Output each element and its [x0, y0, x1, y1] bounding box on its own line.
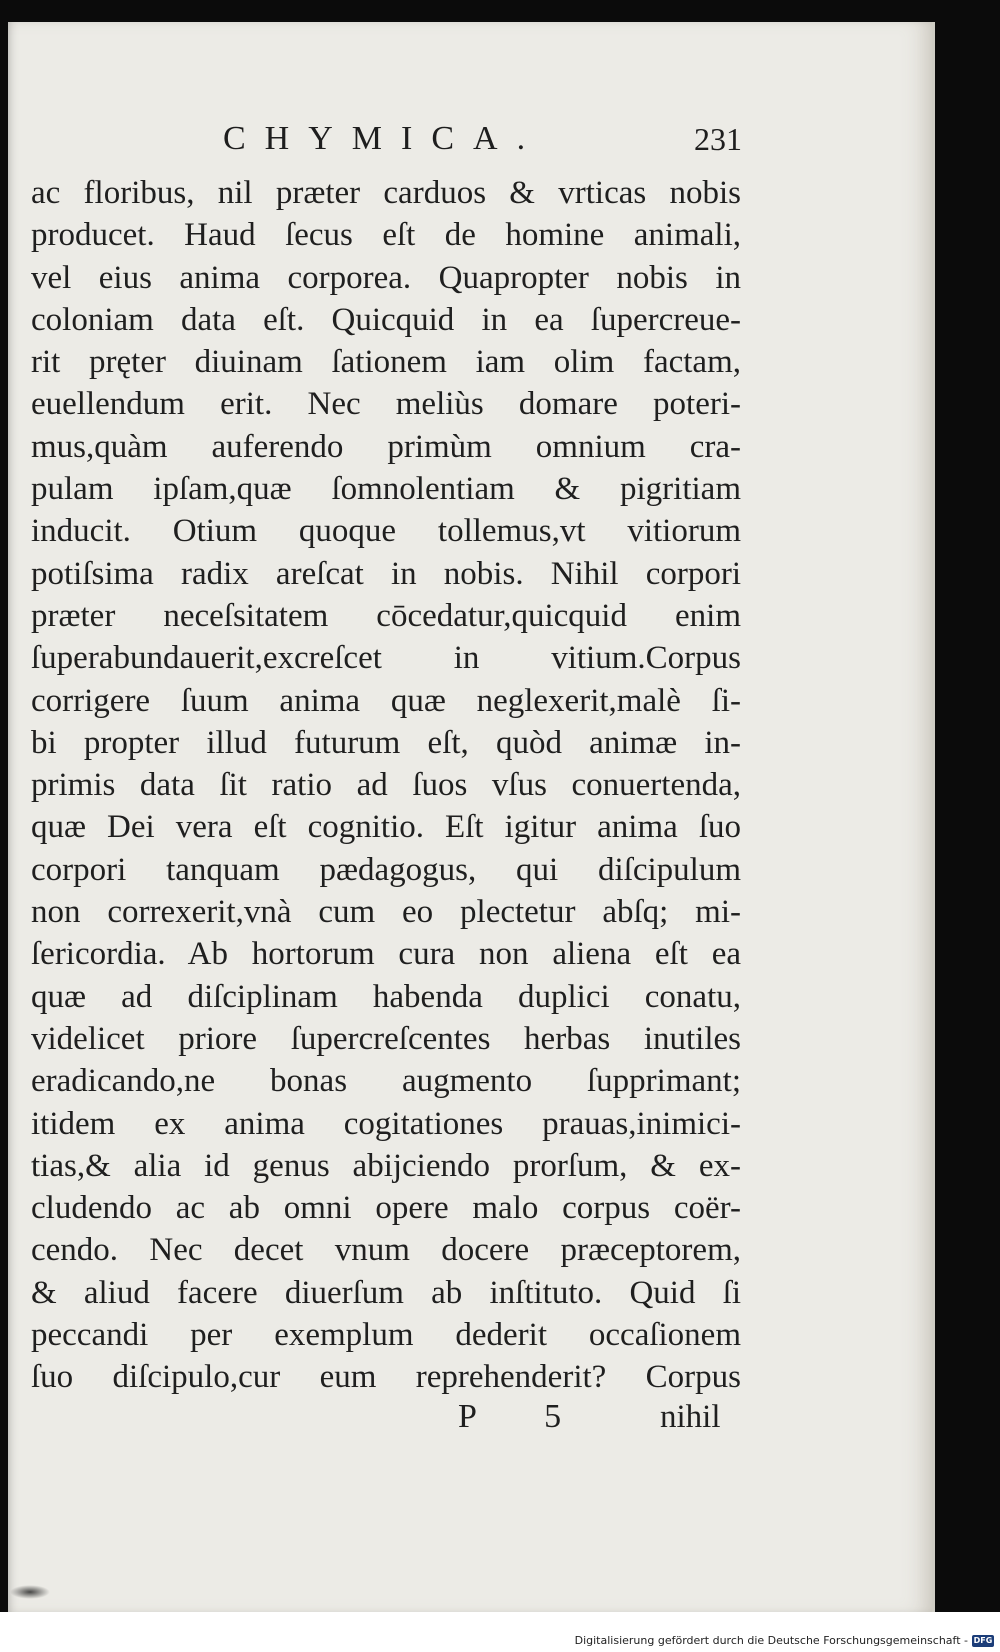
text-line: quæ ad diſciplinam habenda duplici conatu,: [31, 978, 741, 1015]
text-line: corpori tanquam pædagogus, qui diſcipulum: [31, 851, 741, 888]
page-number: 231: [694, 121, 742, 157]
text-line: primis data ſit ratio ad ſuos vſus conuertenda,: [31, 767, 741, 804]
text-line: & aliud facere diuerſum ab inſtituto. Quid ſi: [31, 1274, 741, 1311]
text-line: rit pręter diuinam ſationem iam olim factam,: [31, 344, 741, 381]
text-line: non correxerit,vnà cum eo plectetur abſq; mi-: [31, 894, 741, 931]
text-line: eradicando,ne bonas augmento ſupprimant;: [31, 1063, 741, 1100]
text-line: euellendum erit. Nec meliùs domare poteri-: [31, 386, 741, 423]
text-line: cludendo ac ab omni opere malo corpus coër-: [31, 1190, 741, 1227]
text-line: inducit. Otium quoque tollemus,vt vitiorum: [31, 513, 741, 550]
signature-mark: P 5: [458, 1398, 592, 1435]
text-line: itidem ex anima cogitationes prauas,inimici-: [31, 1105, 741, 1142]
digitization-credit-bar: [0, 1612, 1000, 1652]
page-footer: [8, 1392, 932, 1442]
text-line: bi propter illud futurum eſt, quòd animæ in-: [31, 724, 741, 761]
text-line: ſuperabundauerit,excreſcet in vitium.Corpus: [31, 640, 741, 677]
text-line: quæ Dei vera eſt cognitio. Eſt igitur anima ſuo: [31, 809, 741, 846]
text-line: ac floribus, nil præter carduos & vrticas nobis: [31, 175, 741, 211]
text-line: ſuo diſcipulo,cur eum reprehenderit? Corpus: [31, 1359, 741, 1396]
text-line: producet. Haud ſecus eſt de homine animali,: [31, 217, 741, 254]
text-line: tias,& alia id genus abijciendo prorſum, & ex-: [31, 1147, 741, 1184]
text-line: videlicet priore ſupercreſcentes herbas inutiles: [31, 1020, 741, 1057]
text-line: peccandi per exemplum dederit occaſionem: [31, 1317, 741, 1354]
dfg-logo-icon: DFG: [973, 1636, 993, 1645]
text-line: cendo. Nec decet vnum docere præceptorem,: [31, 1232, 741, 1269]
text-line: mus,quàm auferendo primùm omnium cra-: [31, 428, 741, 465]
text-line: ſericordia. Ab hortorum cura non aliena eſt ea: [31, 936, 741, 973]
page-header: [8, 114, 932, 164]
catchword: nihil: [660, 1399, 721, 1435]
text-line: pulam ipſam,quæ ſomnolentiam & pigritiam: [31, 471, 741, 508]
page-edge-smudge: [10, 1585, 50, 1599]
book-page: [8, 22, 935, 1612]
funding-credit: Digitalisierung gefördert durch die Deutsche Forschungsgemeinschaft -: [574, 1634, 968, 1647]
text-line: potiſsima radix areſcat in nobis. Nihil corpori: [31, 555, 741, 592]
text-line: corrigere ſuum anima quæ neglexerit,malè ſi-: [31, 682, 741, 719]
text-line: præter neceſsitatem cōcedatur,quicquid enim: [31, 597, 741, 634]
text-line: vel eius anima corporea. Quapropter nobis in: [31, 259, 741, 296]
running-title: CHYMICA.: [223, 120, 545, 157]
text-line: coloniam data eſt. Quicquid in ea ſupercreue-: [31, 301, 741, 338]
body-text: [31, 172, 741, 1399]
